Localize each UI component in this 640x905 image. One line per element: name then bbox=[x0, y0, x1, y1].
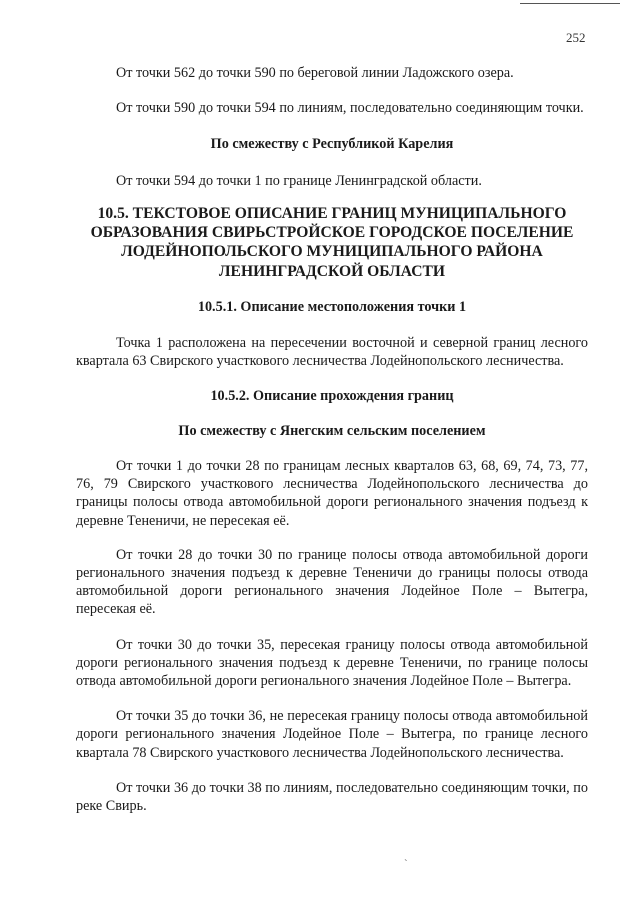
paragraph: От точки 594 до точки 1 по границе Ленинградской области. bbox=[116, 172, 482, 189]
paragraph: Точка 1 расположена на пересечении восточной и северной границ лесного квартала 63 Свирского участкового лесничества Лодейнопольского лесничества. bbox=[76, 335, 588, 370]
scan-artifact-line bbox=[520, 3, 620, 4]
paragraph: От точки 30 до точки 35, пересекая границу полосы отвода автомобильной дороги регионального значения подъезд к деревне Тененичи, по границе полосы отвода автомобильной дороги регионального значения Лодейное Поле – Вытегра. bbox=[76, 636, 588, 690]
section-title: 10.5. ТЕКСТОВОЕ ОПИСАНИЕ ГРАНИЦ МУНИЦИПАЛЬНОГО ОБРАЗОВАНИЯ СВИРЬСТРОЙСКОЕ ГОРОДСКОЕ ПОСЕЛЕНИЕ ЛОДЕЙНОПОЛЬСКОГО МУНИЦИПАЛЬНОГО РАЙОНА ЛЕНИНГРАДСКОЙ ОБЛАСТИ bbox=[90, 204, 574, 280]
document-body bbox=[76, 64, 588, 815]
paragraph: От точки 590 до точки 594 по линиям, последовательно соединяющим точки. bbox=[116, 100, 584, 117]
subsection-heading-10-5-2: 10.5.2. Описание прохождения границ bbox=[210, 387, 454, 404]
subsection-heading-10-5-1: 10.5.1. Описание местоположения точки 1 bbox=[197, 299, 467, 315]
paragraph: От точки 35 до точки 36, не пересекая границу полосы отвода автомобильной дороги регионального значения Лодейное Поле – Вытегра, по границе лесного квартала 78 Свирского участкового лесничества Лодейнопольского лесничества. bbox=[76, 708, 588, 761]
page-number: 252 bbox=[566, 30, 586, 45]
subheading-yanega: По смежеству с Янегским сельским поселением bbox=[178, 422, 486, 439]
paragraph: От точки 36 до точки 38 по линиям, последовательно соединяющим точки, по реке Свирь. bbox=[76, 779, 588, 815]
subheading-karelia: По смежеству с Республикой Карелия bbox=[210, 136, 454, 153]
paragraph: От точки 1 до точки 28 по границам лесных кварталов 63, 68, 69, 74, 73, 77, 76, 79 Свирского участкового лесничества Лодейнопольского лесничества до границы полосы отвода автомобильной дороги регионального значения подъезд к деревне Тененичи, не пересекая её. bbox=[76, 458, 588, 529]
paragraph: От точки 28 до точки 30 по границе полосы отвода автомобильной дороги регионального значения подъезд к деревне Тененичи до границы полосы отвода автомобильной дороги регионального значения Лодейное Поле – Вытегра, пересекая её. bbox=[76, 546, 588, 618]
scan-speck: ` bbox=[404, 858, 408, 870]
paragraph: От точки 562 до точки 590 по береговой линии Ладожского озера. bbox=[116, 65, 514, 81]
